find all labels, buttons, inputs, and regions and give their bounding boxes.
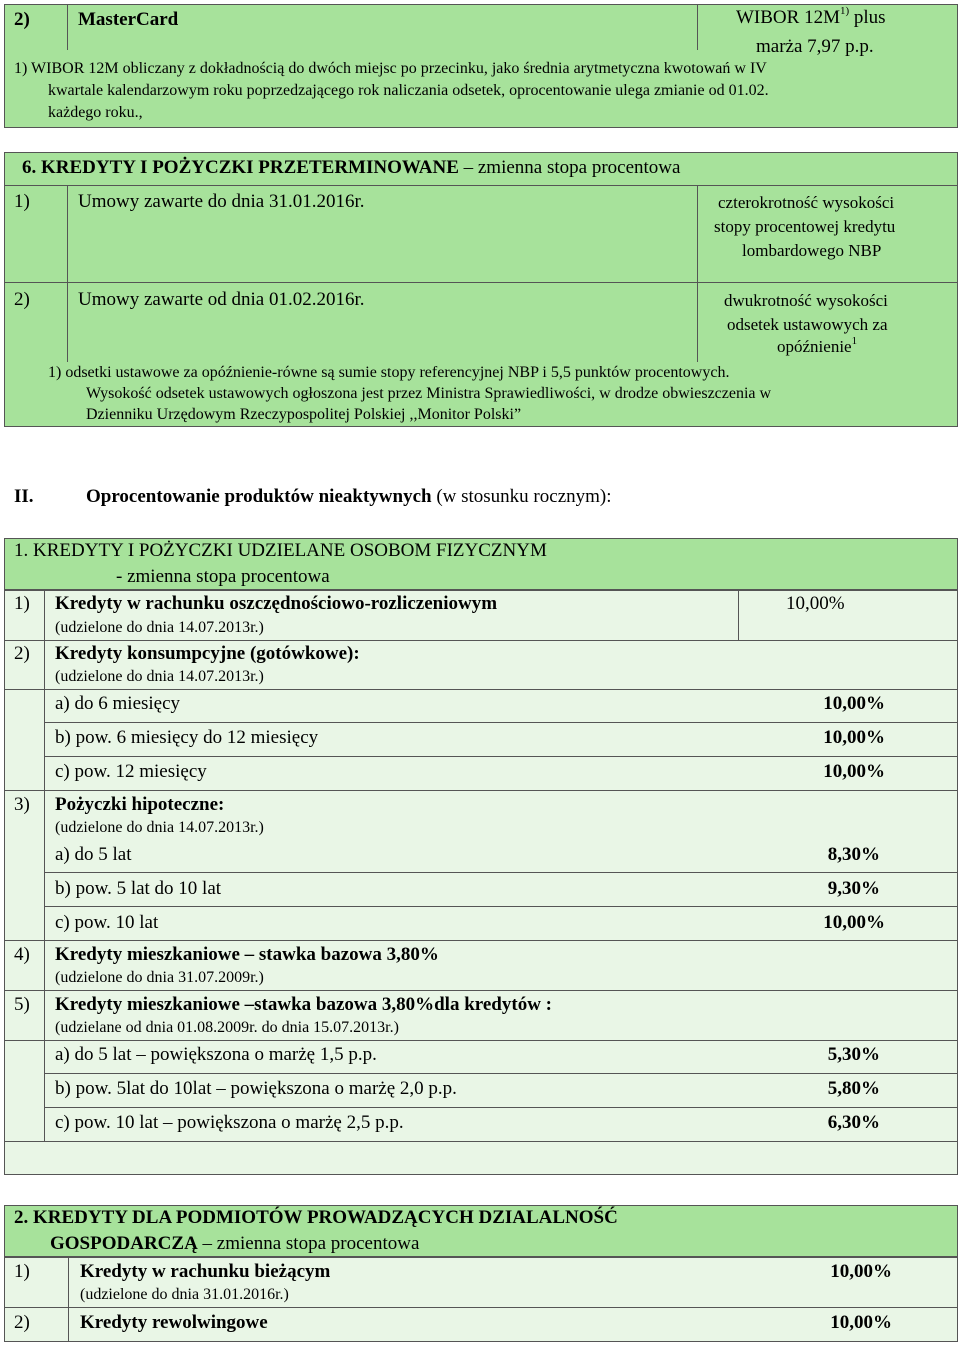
sub-row-label: a) do 5 lat [55, 844, 132, 865]
footnote: każdego roku., [48, 104, 143, 121]
divider [44, 722, 958, 723]
row-sub: (udzielone do dnia 14.07.2013r.) [55, 619, 264, 636]
divider [4, 1040, 958, 1041]
row-number: 1) [14, 191, 30, 212]
row-label: Kredyty w rachunku bieżącym [80, 1261, 331, 1282]
row-label: Pożyczki hipoteczne: [55, 794, 225, 815]
row-number: 2) [14, 643, 30, 664]
rate-value: 6,30% [827, 1112, 880, 1133]
divider [4, 282, 958, 283]
rate-value: 10,00% [823, 727, 885, 748]
row-number: 5) [14, 994, 30, 1015]
divider [44, 590, 45, 1141]
row-sub: (udzielone do dnia 14.07.2013r.) [55, 668, 264, 685]
divider [4, 689, 958, 690]
rate-value: stopy procentowej kredytu [714, 217, 896, 236]
row-number: 3) [14, 794, 30, 815]
divider [68, 1257, 69, 1342]
rate-value: 8,30% [827, 844, 880, 865]
divider [44, 1073, 958, 1074]
divider [4, 990, 958, 991]
divider [697, 185, 698, 362]
row-number: 2) [14, 1312, 30, 1333]
divider [697, 4, 698, 50]
rate-value: 10,00% [830, 1312, 892, 1333]
row-number: 2) [14, 289, 30, 310]
divider [738, 590, 739, 640]
row-sub: (udzielone do dnia 31.07.2009r.) [55, 969, 264, 986]
rate-value: 10,00% [823, 912, 885, 933]
rate-value: 10,00% [786, 593, 845, 614]
section-number: II. [14, 486, 34, 507]
rate-value: 9,30% [827, 878, 880, 899]
rate-value: lombardowego NBP [742, 241, 882, 260]
footnote: Wysokość odsetek ustawowych ogłoszona jest przez Ministra Sprawiedliwości, w drodze obwieszczenia w [86, 385, 772, 402]
rate-value: 10,00% [830, 1261, 892, 1282]
divider [4, 185, 958, 186]
row-number: 2) [14, 9, 30, 30]
row-number: 1) [14, 1261, 30, 1282]
rate-value: marża 7,97 p.p. [756, 36, 874, 57]
sub-row-label: c) pow. 12 miesięcy [55, 761, 207, 782]
divider [67, 4, 68, 50]
row-label: Kredyty w rachunku oszczędnościowo-rozliczeniowym [55, 593, 498, 614]
rate-value: 5,80% [827, 1078, 880, 1099]
divider [44, 872, 958, 873]
product-label: MasterCard [78, 9, 179, 30]
row-number: 1) [14, 593, 30, 614]
row-label: Kredyty rewolwingowe [80, 1312, 268, 1333]
divider [4, 790, 958, 791]
divider [4, 1307, 958, 1308]
sub-row-label: b) pow. 5 lat do 10 lat [55, 878, 222, 899]
sub-row-label: a) do 6 miesięcy [55, 693, 181, 714]
sub-row-label: a) do 5 lat – powiększona o marżę 1,5 p.p. [55, 1044, 377, 1065]
row-label: Umowy zawarte od dnia 01.02.2016r. [78, 289, 365, 310]
divider [4, 1141, 958, 1142]
sub-row-label: c) pow. 10 lat [55, 912, 159, 933]
rate-value: odsetek ustawowych za [727, 315, 888, 334]
section-title: 1. KREDYTY I POŻYCZKI UDZIELANE OSOBOM FIZYCZNYM [14, 540, 547, 561]
sub-row-label: c) pow. 10 lat – powiększona o marżę 2,5 p.p. [55, 1112, 404, 1133]
footnote: 1) odsetki ustawowe za opóźnienie-równe są sumie stopy referencyjnej NBP i 5,5 punktów procentowych. [48, 364, 730, 381]
footnote: Dzienniku Urzędowym Rzeczypospolitej Polskiej ,,Monitor Polski” [86, 406, 522, 423]
divider [4, 940, 958, 941]
row-sub: (udzielone do dnia 31.01.2016r.) [80, 1286, 289, 1303]
rate-value: 10,00% [823, 693, 885, 714]
divider [67, 185, 68, 362]
row-sub: (udzielane od dnia 01.08.2009r. do dnia 15.07.2013r.) [55, 1019, 399, 1036]
section-subtitle: - zmienna stopa procentowa [116, 566, 330, 587]
rate-value: dwukrotność wysokości [724, 291, 888, 310]
section-subtitle: GOSPODARCZĄ – zmienna stopa procentowa [50, 1233, 420, 1254]
footnote: kwartale kalendarzowym roku poprzedzającego rok naliczania odsetek, oprocentowanie ulega zmianie od 01.02. [48, 82, 769, 99]
rate-value: WIBOR $12M^{1)}$ plus [736, 5, 886, 28]
sub-row-label: b) pow. 6 miesięcy do 12 miesięcy [55, 727, 319, 748]
sub-row-label: b) pow. 5lat do 10lat – powiększona o marżę 2,0 p.p. [55, 1078, 457, 1099]
section-title: 6. KREDYTY I POŻYCZKI PRZETERMINOWANE – zmienna stopa procentowa [22, 157, 681, 178]
section-title: 2. KREDYTY DLA PODMIOTÓW PROWADZĄCYCH DZIALALNOŚĆ [14, 1207, 618, 1228]
rate-value: 5,30% [827, 1044, 880, 1065]
section-heading: Oprocentowanie produktów nieaktywnych (w stosunku rocznym): [86, 486, 612, 507]
divider [44, 756, 958, 757]
row-sub: (udzielone do dnia 14.07.2013r.) [55, 819, 264, 836]
rate-value: 10,00% [823, 761, 885, 782]
divider [4, 640, 958, 641]
rate-value: czterokrotność wysokości [718, 193, 895, 212]
divider [44, 906, 958, 907]
row-label: Kredyty mieszkaniowe – stawka bazowa 3,80% [55, 944, 439, 965]
rate-value: opóźnienie$^1$ [777, 335, 858, 356]
footnote: 1) WIBOR 12M obliczany z dokładnością do dwóch miejsc po przecinku, jako średnia arytmetyczna kwotowań w IV [14, 60, 767, 77]
divider [44, 1107, 958, 1108]
row-number: 4) [14, 944, 30, 965]
row-label: Kredyty mieszkaniowe –stawka bazowa 3,80%dla kredytów : [55, 994, 552, 1015]
row-label: Umowy zawarte do dnia 31.01.2016r. [78, 191, 365, 212]
row-label: Kredyty konsumpcyjne (gotówkowe): [55, 643, 360, 664]
